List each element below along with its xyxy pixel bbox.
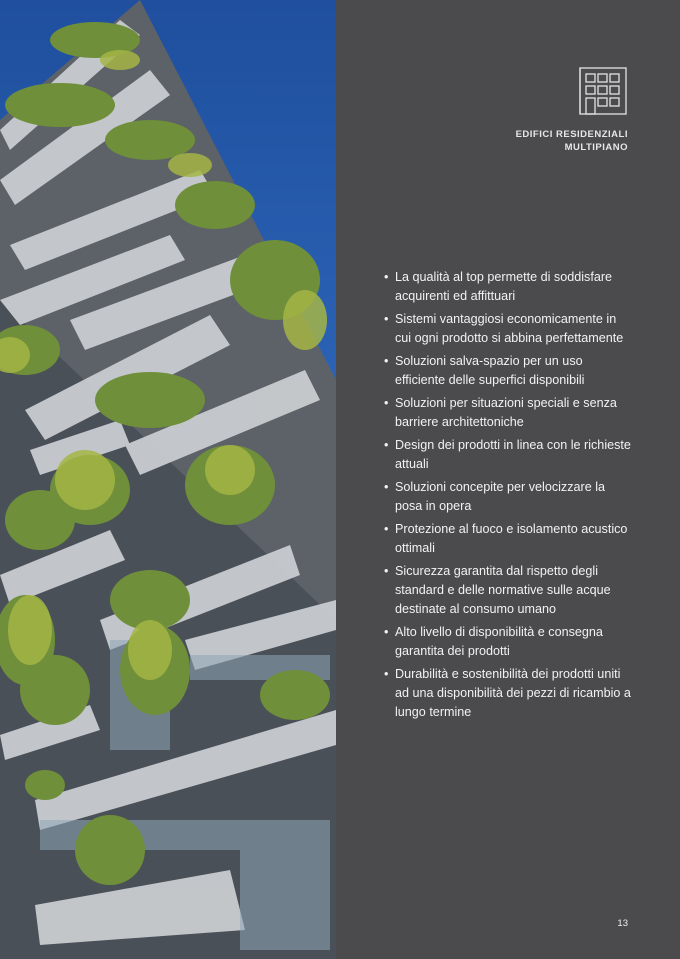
feature-text: La qualità al top permette di soddisfare acquirenti ed affittuari bbox=[395, 270, 613, 303]
feature-list bbox=[384, 268, 634, 726]
feature-item bbox=[384, 665, 634, 722]
feature-text: Soluzioni concepite per velocizzare la posa in opera bbox=[395, 480, 606, 513]
feature-text: Soluzioni per situazioni speciali e senza barriere architettoniche bbox=[395, 396, 617, 429]
feature-item bbox=[384, 394, 634, 432]
bullet: • bbox=[384, 396, 389, 410]
section-title-line-1: EDIFICI RESIDENZIALI bbox=[515, 129, 628, 140]
bullet: • bbox=[384, 354, 389, 368]
building-photo bbox=[0, 0, 336, 959]
bullet: • bbox=[384, 480, 389, 494]
feature-text: Soluzioni salva-spazio per un uso efficiente delle superfici disponibili bbox=[395, 354, 585, 387]
feature-text: Alto livello di disponibilità e consegna garantita dei prodotti bbox=[395, 625, 603, 658]
bullet: • bbox=[384, 667, 389, 681]
section-title bbox=[516, 128, 628, 154]
bullet: • bbox=[384, 312, 389, 326]
feature-text: Design dei prodotti in linea con le richieste attuali bbox=[395, 438, 631, 471]
bullet: • bbox=[384, 564, 389, 578]
feature-text: Durabilità e sostenibilità dei prodotti uniti ad una disponibilità dei pezzi di ricambio a lungo termine bbox=[395, 667, 631, 719]
feature-item bbox=[384, 520, 634, 558]
bullet: • bbox=[384, 270, 389, 284]
feature-item bbox=[384, 478, 634, 516]
feature-text: Sicurezza garantita dal rispetto degli standard e delle normative sulle acque destinate al consumo umano bbox=[395, 564, 611, 616]
feature-text: Sistemi vantaggiosi economicamente in cui ogni prodotto si abbina perfettamente bbox=[395, 312, 624, 345]
feature-item bbox=[384, 562, 634, 619]
feature-item bbox=[384, 623, 634, 661]
feature-text: Protezione al fuoco e isolamento acustico ottimali bbox=[395, 522, 628, 555]
feature-item bbox=[384, 310, 634, 348]
bullet: • bbox=[384, 438, 389, 452]
content-panel bbox=[336, 0, 680, 959]
bullet: • bbox=[384, 625, 389, 639]
feature-item bbox=[384, 268, 634, 306]
feature-item bbox=[384, 352, 634, 390]
vertical-forest-tower-image bbox=[0, 0, 336, 959]
feature-item bbox=[384, 436, 634, 474]
building-icon bbox=[579, 67, 627, 115]
page-number: 13 bbox=[617, 918, 628, 929]
section-title-line-2: MULTIPIANO bbox=[564, 142, 628, 153]
bullet: • bbox=[384, 522, 389, 536]
